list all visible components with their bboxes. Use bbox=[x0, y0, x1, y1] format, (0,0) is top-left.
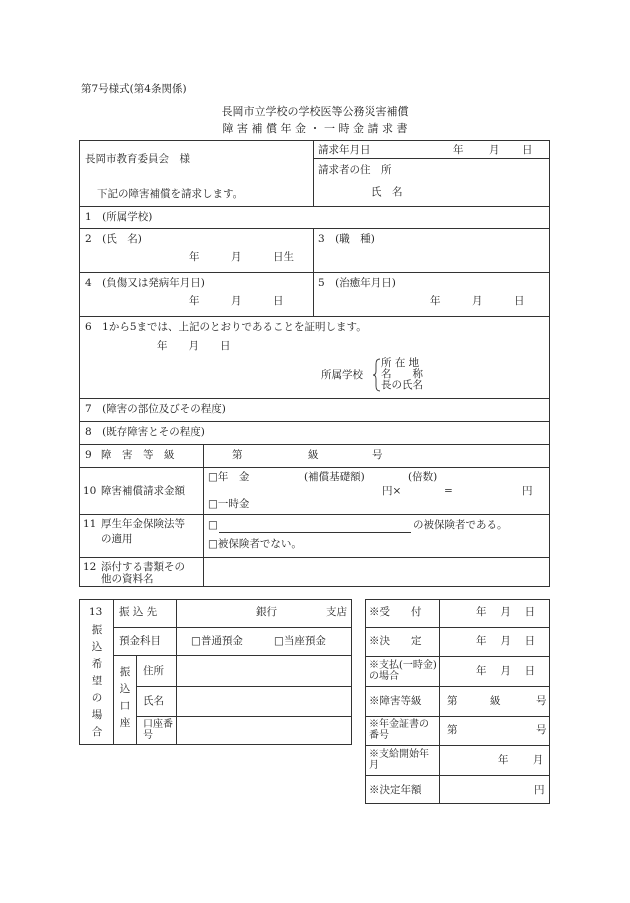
request-date-label: 請求年月日 bbox=[318, 144, 371, 156]
addressee: 長岡市教育委員会 様 bbox=[85, 153, 190, 165]
equals-sign: = bbox=[444, 485, 453, 497]
transfer-destination-label: 振 込 先 bbox=[119, 606, 158, 618]
title-line-1: 長岡市立学校の学校医等公務災害補償 bbox=[221, 105, 409, 118]
row-11-label-2: の適用 bbox=[101, 533, 133, 545]
address-label: 請求者の住 所 bbox=[318, 164, 392, 176]
bank-label: 銀行 bbox=[256, 606, 277, 618]
row-3-occupation: 3 (職 種) bbox=[318, 233, 375, 245]
row-9-dai: 第 bbox=[232, 449, 243, 461]
certificate-dai: 第 bbox=[447, 724, 458, 736]
row-11-num: 11 bbox=[83, 518, 97, 530]
title-line-2: 障 害 補 償 年 金 ・ 一 時 金 請 求 書 bbox=[222, 122, 408, 135]
yen-total: 円 bbox=[522, 485, 533, 497]
row-10-label: 障害補償請求金額 bbox=[101, 485, 185, 497]
row-1-school: 1 (所属学校) bbox=[85, 211, 153, 223]
brace-icon bbox=[373, 358, 381, 392]
row-8-existing: 8 (既存障害とその程度) bbox=[85, 426, 205, 438]
row-7-disability: 7 (障害の部位及びその程度) bbox=[85, 403, 226, 415]
yen-times: 円× bbox=[382, 485, 402, 497]
row-6-certification: 6 1から5までは、上記のとおりであることを証明します。 bbox=[85, 321, 367, 333]
request-text: 下記の障害補償を請求します。 bbox=[97, 188, 244, 200]
not-insured-checkbox[interactable]: □被保険者でない。 bbox=[208, 538, 302, 550]
grade-kyu: 級 bbox=[490, 695, 501, 707]
row-9-label: 障 害 等 級 bbox=[101, 449, 175, 461]
row-5-date: 年 月 日 bbox=[430, 295, 525, 307]
row-11-label-1: 厚生年金保険法等 bbox=[101, 518, 185, 530]
insured-text: の被保険者である。 bbox=[413, 519, 508, 531]
row-6-school-label: 所属学校 bbox=[321, 369, 363, 381]
savings-checkbox[interactable]: □普通預金 bbox=[191, 635, 243, 647]
payment-label: ※支払(一時金)の場合 bbox=[369, 660, 437, 682]
certificate-go: 号 bbox=[536, 724, 547, 736]
row-6-date: 年 月 日 bbox=[157, 340, 231, 352]
row-6-principal-name: 長の氏名 bbox=[381, 379, 423, 391]
row-6-location: 所 在 地 bbox=[381, 357, 420, 369]
payment-start-date: 年 月 bbox=[498, 754, 544, 766]
multiplier-label: (倍数) bbox=[408, 471, 438, 483]
annual-amount-yen: 円 bbox=[534, 784, 545, 796]
account-vertical-label: 振込口座 bbox=[119, 666, 131, 729]
bank-vertical-label: 振込希望の場合 bbox=[91, 624, 103, 738]
insured-checkbox[interactable]: □ bbox=[208, 519, 218, 531]
decided-label: ※決 定 bbox=[369, 635, 422, 647]
row-2-birthdate: 年 月 日生 bbox=[189, 251, 294, 263]
row-12-label-2: 他の資料名 bbox=[101, 573, 154, 585]
name-label: 氏 名 bbox=[371, 186, 403, 198]
row-4-injury-date: 4 (負傷又は発病年月日) bbox=[85, 277, 205, 289]
base-amount-label: (補償基礎額) bbox=[304, 471, 365, 483]
deposit-type-label: 預金科目 bbox=[119, 635, 161, 647]
received-label: ※受 付 bbox=[369, 606, 422, 618]
insurance-name-underline[interactable] bbox=[219, 532, 411, 533]
address-row-label: 住所 bbox=[143, 665, 164, 677]
row-9-num: 9 bbox=[85, 449, 92, 461]
checking-checkbox[interactable]: □当座預金 bbox=[274, 635, 326, 647]
bank-num: 13 bbox=[89, 606, 103, 618]
request-year: 年 bbox=[453, 144, 464, 156]
annual-amount-label: ※決定年額 bbox=[369, 784, 422, 796]
request-day: 日 bbox=[522, 144, 533, 156]
row-10-num: 10 bbox=[83, 485, 97, 497]
request-month: 月 bbox=[489, 144, 500, 156]
row-5-cure-date: 5 (治癒年月日) bbox=[318, 277, 396, 289]
row-9-go: 号 bbox=[372, 449, 383, 461]
lump-sum-checkbox[interactable]: □一時金 bbox=[208, 498, 250, 510]
payment-date: 年 月 日 bbox=[476, 665, 536, 677]
certificate-number-label: ※年金証書の番号 bbox=[369, 719, 429, 741]
row-6-school-name: 名 称 bbox=[381, 368, 423, 380]
annuity-checkbox[interactable]: □年 金 bbox=[208, 471, 250, 483]
account-number-label: 口座番号 bbox=[143, 719, 173, 741]
form-number: 第7号様式(第4条関係) bbox=[81, 83, 187, 95]
branch-label: 支店 bbox=[326, 606, 347, 618]
row-12-label-1: 添付する書類その bbox=[101, 561, 185, 573]
row-9-kyu: 級 bbox=[308, 449, 319, 461]
row-2-name: 2 (氏 名) bbox=[85, 233, 142, 245]
row-4-date: 年 月 日 bbox=[189, 295, 284, 307]
name-row-label: 氏名 bbox=[143, 695, 164, 707]
decided-date: 年 月 日 bbox=[476, 635, 536, 647]
grade-dai: 第 bbox=[447, 695, 458, 707]
row-12-num: 12 bbox=[83, 561, 97, 573]
grade-go: 号 bbox=[536, 695, 547, 707]
payment-start-label: ※支給開始年月 bbox=[369, 749, 429, 771]
grade-label: ※障害等級 bbox=[369, 695, 422, 707]
received-date: 年 月 日 bbox=[476, 606, 536, 618]
